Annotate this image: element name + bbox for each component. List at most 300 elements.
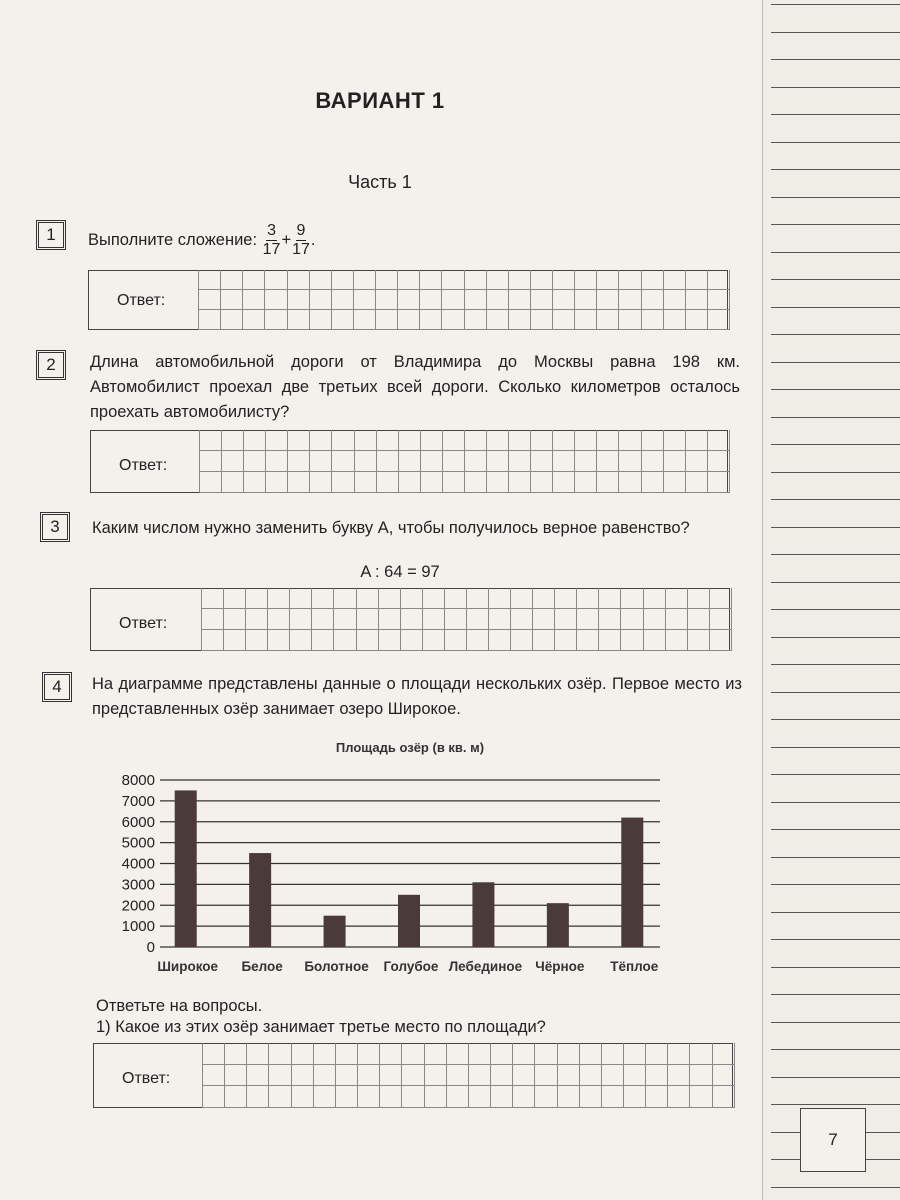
- answer-cell[interactable]: [624, 1065, 646, 1087]
- answer-cell[interactable]: [292, 1086, 314, 1108]
- answer-cell[interactable]: [247, 1043, 269, 1065]
- answer-cell[interactable]: [666, 588, 688, 609]
- answer-cell[interactable]: [713, 1086, 735, 1108]
- answer-cell[interactable]: [686, 430, 708, 451]
- answer-cell[interactable]: [509, 472, 531, 493]
- answer-cell[interactable]: [355, 451, 377, 472]
- answer-cell[interactable]: [247, 1086, 269, 1108]
- answer-cell[interactable]: [399, 451, 421, 472]
- answer-cell[interactable]: [312, 609, 334, 630]
- answer-cell[interactable]: [708, 451, 730, 472]
- answer-cell[interactable]: [355, 472, 377, 493]
- answer-box-4[interactable]: [93, 1043, 733, 1108]
- answer-cell[interactable]: [708, 290, 730, 310]
- answer-cell[interactable]: [376, 290, 398, 310]
- answer-cell[interactable]: [377, 430, 399, 451]
- answer-cell[interactable]: [244, 472, 266, 493]
- answer-cell[interactable]: [535, 1065, 557, 1087]
- answer-cell[interactable]: [314, 1043, 336, 1065]
- answer-cell[interactable]: [246, 630, 268, 651]
- answer-cell[interactable]: [644, 609, 666, 630]
- answer-cell[interactable]: [243, 310, 265, 330]
- answer-cell[interactable]: [420, 290, 442, 310]
- answer-cell[interactable]: [597, 310, 619, 330]
- answer-cell[interactable]: [425, 1086, 447, 1108]
- answer-cell[interactable]: [199, 270, 221, 290]
- answer-cell[interactable]: [379, 630, 401, 651]
- answer-cell[interactable]: [664, 430, 686, 451]
- answer-cell[interactable]: [491, 1043, 513, 1065]
- answer-cell[interactable]: [597, 290, 619, 310]
- answer-cell[interactable]: [290, 588, 312, 609]
- answer-cell[interactable]: [509, 451, 531, 472]
- answer-cell[interactable]: [269, 1065, 291, 1087]
- answer-cell[interactable]: [487, 290, 509, 310]
- answer-cell[interactable]: [203, 1065, 225, 1087]
- answer-cell[interactable]: [288, 270, 310, 290]
- answer-cell[interactable]: [358, 1086, 380, 1108]
- answer-cell[interactable]: [624, 1086, 646, 1108]
- answer-cell[interactable]: [664, 310, 686, 330]
- answer-cell[interactable]: [199, 290, 221, 310]
- answer-cell[interactable]: [288, 451, 310, 472]
- answer-cell[interactable]: [377, 451, 399, 472]
- answer-cell[interactable]: [531, 310, 553, 330]
- answer-cell[interactable]: [222, 451, 244, 472]
- answer-cell[interactable]: [619, 270, 641, 290]
- answer-cell[interactable]: [644, 630, 666, 651]
- answer-cell[interactable]: [310, 472, 332, 493]
- answer-cell[interactable]: [357, 588, 379, 609]
- answer-cell[interactable]: [531, 270, 553, 290]
- answer-cell[interactable]: [513, 1086, 535, 1108]
- answer-cell[interactable]: [531, 451, 553, 472]
- answer-cell[interactable]: [599, 630, 621, 651]
- lined-margin-strip: [762, 0, 900, 1200]
- answer-cell[interactable]: [290, 609, 312, 630]
- answer-cell[interactable]: [688, 630, 710, 651]
- answer-cell[interactable]: [642, 472, 664, 493]
- answer-cell[interactable]: [247, 1065, 269, 1087]
- answer-cell[interactable]: [447, 1065, 469, 1087]
- answer-cell[interactable]: [332, 451, 354, 472]
- answer-cell[interactable]: [266, 451, 288, 472]
- answer-cell[interactable]: [597, 270, 619, 290]
- answer-cell[interactable]: [690, 1086, 712, 1108]
- answer-cell[interactable]: [334, 588, 356, 609]
- answer-cell[interactable]: [336, 1086, 358, 1108]
- answer-cell[interactable]: [509, 290, 531, 310]
- answer-cell[interactable]: [420, 310, 442, 330]
- answer-cell[interactable]: [312, 588, 334, 609]
- answer-cell[interactable]: [380, 1086, 402, 1108]
- answer-cell[interactable]: [690, 1043, 712, 1065]
- answer-cell[interactable]: [266, 472, 288, 493]
- answer-cell[interactable]: [443, 430, 465, 451]
- answer-cell[interactable]: [425, 1043, 447, 1065]
- answer-cell[interactable]: [555, 609, 577, 630]
- answer-cell[interactable]: [713, 1065, 735, 1087]
- answer-cell[interactable]: [224, 630, 246, 651]
- answer-cell[interactable]: [425, 1065, 447, 1087]
- answer-cell[interactable]: [708, 472, 730, 493]
- answer-cell[interactable]: [487, 472, 509, 493]
- answer-cell[interactable]: [686, 270, 708, 290]
- answer-cell[interactable]: [445, 609, 467, 630]
- answer-cell[interactable]: [398, 290, 420, 310]
- answer-cell[interactable]: [513, 1043, 535, 1065]
- answer-cell[interactable]: [646, 1043, 668, 1065]
- answer-cell[interactable]: [558, 1043, 580, 1065]
- answer-cell[interactable]: [334, 630, 356, 651]
- answer-cell[interactable]: [619, 430, 641, 451]
- answer-cell[interactable]: [555, 630, 577, 651]
- answer-cell[interactable]: [599, 609, 621, 630]
- answer-cell[interactable]: [597, 451, 619, 472]
- answer-cell[interactable]: [602, 1065, 624, 1087]
- answer-cell[interactable]: [225, 1065, 247, 1087]
- answer-cell[interactable]: [246, 609, 268, 630]
- answer-cell[interactable]: [580, 1086, 602, 1108]
- answer-cell[interactable]: [467, 609, 489, 630]
- answer-cell[interactable]: [664, 472, 686, 493]
- answer-cell[interactable]: [266, 430, 288, 451]
- answer-cell[interactable]: [225, 1086, 247, 1108]
- answer-cell[interactable]: [713, 1043, 735, 1065]
- answer-cell[interactable]: [690, 1065, 712, 1087]
- answer-cell[interactable]: [447, 1043, 469, 1065]
- answer-cell[interactable]: [686, 451, 708, 472]
- answer-cell[interactable]: [358, 1043, 380, 1065]
- answer-cell[interactable]: [265, 290, 287, 310]
- answer-cell[interactable]: [445, 588, 467, 609]
- answer-cell[interactable]: [708, 270, 730, 290]
- answer-cell[interactable]: [332, 430, 354, 451]
- answer-cell[interactable]: [401, 630, 423, 651]
- answer-cell[interactable]: [619, 290, 641, 310]
- answer-cell[interactable]: [221, 270, 243, 290]
- answer-cell[interactable]: [442, 270, 464, 290]
- answer-cell[interactable]: [243, 270, 265, 290]
- answer-cell[interactable]: [224, 588, 246, 609]
- answer-cell[interactable]: [621, 588, 643, 609]
- answer-cell[interactable]: [202, 588, 224, 609]
- answer-cell[interactable]: [420, 270, 442, 290]
- answer-cell[interactable]: [332, 472, 354, 493]
- answer-cell[interactable]: [200, 430, 222, 451]
- answer-cell[interactable]: [310, 430, 332, 451]
- answer-cell[interactable]: [666, 630, 688, 651]
- answer-cell[interactable]: [310, 451, 332, 472]
- answer-cell[interactable]: [509, 430, 531, 451]
- answer-cell[interactable]: [487, 270, 509, 290]
- answer-cell[interactable]: [332, 290, 354, 310]
- answer-cell[interactable]: [269, 1043, 291, 1065]
- answer-cell[interactable]: [288, 472, 310, 493]
- answer-cell[interactable]: [509, 270, 531, 290]
- answer-cell[interactable]: [708, 430, 730, 451]
- answer-cell[interactable]: [533, 609, 555, 630]
- answer-cell[interactable]: [624, 1043, 646, 1065]
- answer-cell[interactable]: [312, 630, 334, 651]
- answer-cell[interactable]: [199, 310, 221, 330]
- answer-cell[interactable]: [336, 1065, 358, 1087]
- answer-cell[interactable]: [619, 451, 641, 472]
- answer-cell[interactable]: [334, 609, 356, 630]
- answer-cell[interactable]: [310, 310, 332, 330]
- answer-cell[interactable]: [423, 588, 445, 609]
- answer-cell[interactable]: [465, 451, 487, 472]
- answer-cell[interactable]: [646, 1065, 668, 1087]
- answer-cell[interactable]: [243, 290, 265, 310]
- answer-grid[interactable]: [201, 588, 732, 651]
- answer-cell[interactable]: [244, 451, 266, 472]
- answer-cell[interactable]: [200, 451, 222, 472]
- answer-cell[interactable]: [708, 310, 730, 330]
- answer-cell[interactable]: [376, 310, 398, 330]
- answer-cell[interactable]: [221, 310, 243, 330]
- answer-cell[interactable]: [421, 451, 443, 472]
- answer-cell[interactable]: [531, 472, 553, 493]
- answer-cell[interactable]: [710, 609, 732, 630]
- answer-cell[interactable]: [553, 270, 575, 290]
- answer-cell[interactable]: [290, 630, 312, 651]
- answer-cell[interactable]: [575, 310, 597, 330]
- answer-cell[interactable]: [292, 1065, 314, 1087]
- answer-cell[interactable]: [447, 1086, 469, 1108]
- answer-cell[interactable]: [580, 1065, 602, 1087]
- answer-cell[interactable]: [314, 1086, 336, 1108]
- answer-cell[interactable]: [644, 588, 666, 609]
- answer-cell[interactable]: [531, 290, 553, 310]
- answer-box-1[interactable]: [88, 270, 728, 330]
- answer-cell[interactable]: [268, 609, 290, 630]
- answer-cell[interactable]: [642, 270, 664, 290]
- answer-cell[interactable]: [597, 430, 619, 451]
- answer-cell[interactable]: [710, 630, 732, 651]
- answer-cell[interactable]: [535, 1043, 557, 1065]
- answer-cell[interactable]: [710, 588, 732, 609]
- margin-line: [771, 609, 900, 610]
- answer-cell[interactable]: [398, 270, 420, 290]
- answer-cell[interactable]: [467, 588, 489, 609]
- answer-cell[interactable]: [465, 472, 487, 493]
- answer-cell[interactable]: [310, 290, 332, 310]
- answer-grid[interactable]: [198, 270, 730, 330]
- answer-cell[interactable]: [491, 1086, 513, 1108]
- answer-cell[interactable]: [531, 430, 553, 451]
- answer-cell[interactable]: [619, 310, 641, 330]
- answer-cell[interactable]: [292, 1043, 314, 1065]
- answer-cell[interactable]: [513, 1065, 535, 1087]
- answer-cell[interactable]: [577, 588, 599, 609]
- answer-cell[interactable]: [558, 1086, 580, 1108]
- answer-cell[interactable]: [489, 609, 511, 630]
- answer-cell[interactable]: [442, 290, 464, 310]
- answer-cell[interactable]: [357, 630, 379, 651]
- answer-cell[interactable]: [442, 310, 464, 330]
- answer-cell[interactable]: [487, 430, 509, 451]
- answer-cell[interactable]: [577, 609, 599, 630]
- answer-cell[interactable]: [621, 609, 643, 630]
- margin-line: [771, 389, 900, 390]
- answer-cell[interactable]: [310, 270, 332, 290]
- answer-cell[interactable]: [487, 310, 509, 330]
- answer-cell[interactable]: [577, 630, 599, 651]
- answer-cell[interactable]: [509, 310, 531, 330]
- answer-cell[interactable]: [423, 609, 445, 630]
- answer-cell[interactable]: [553, 430, 575, 451]
- answer-cell[interactable]: [469, 1065, 491, 1087]
- answer-cell[interactable]: [686, 290, 708, 310]
- answer-cell[interactable]: [553, 451, 575, 472]
- answer-cell[interactable]: [202, 630, 224, 651]
- answer-cell[interactable]: [511, 588, 533, 609]
- answer-cell[interactable]: [336, 1043, 358, 1065]
- answer-grid[interactable]: [202, 1043, 735, 1108]
- answer-cell[interactable]: [668, 1086, 690, 1108]
- answer-cell[interactable]: [379, 588, 401, 609]
- answer-cell[interactable]: [602, 1043, 624, 1065]
- answer-cell[interactable]: [265, 310, 287, 330]
- answer-box-2[interactable]: [90, 430, 728, 493]
- answer-cell[interactable]: [202, 609, 224, 630]
- answer-cell[interactable]: [203, 1086, 225, 1108]
- answer-cell[interactable]: [288, 310, 310, 330]
- answer-cell[interactable]: [686, 472, 708, 493]
- answer-cell[interactable]: [668, 1043, 690, 1065]
- answer-cell[interactable]: [666, 609, 688, 630]
- answer-cell[interactable]: [421, 430, 443, 451]
- answer-cell[interactable]: [376, 270, 398, 290]
- answer-cell[interactable]: [288, 290, 310, 310]
- answer-cell[interactable]: [575, 430, 597, 451]
- answer-cell[interactable]: [354, 290, 376, 310]
- answer-cell[interactable]: [668, 1065, 690, 1087]
- answer-cell[interactable]: [203, 1043, 225, 1065]
- answer-cell[interactable]: [487, 451, 509, 472]
- answer-cell[interactable]: [642, 290, 664, 310]
- answer-cell[interactable]: [533, 630, 555, 651]
- answer-cell[interactable]: [646, 1086, 668, 1108]
- answer-cell[interactable]: [553, 290, 575, 310]
- answer-cell[interactable]: [200, 472, 222, 493]
- answer-cell[interactable]: [580, 1043, 602, 1065]
- answer-cell[interactable]: [642, 451, 664, 472]
- answer-cell[interactable]: [597, 472, 619, 493]
- answer-cell[interactable]: [222, 430, 244, 451]
- answer-cell[interactable]: [225, 1043, 247, 1065]
- answer-cell[interactable]: [511, 630, 533, 651]
- answer-cell[interactable]: [268, 588, 290, 609]
- answer-cell[interactable]: [664, 270, 686, 290]
- answer-cell[interactable]: [688, 588, 710, 609]
- answer-grid[interactable]: [199, 430, 730, 493]
- answer-cell[interactable]: [380, 1065, 402, 1087]
- answer-cell[interactable]: [469, 1086, 491, 1108]
- answer-cell[interactable]: [467, 630, 489, 651]
- answer-cell[interactable]: [332, 310, 354, 330]
- answer-cell[interactable]: [221, 290, 243, 310]
- answer-cell[interactable]: [599, 588, 621, 609]
- answer-cell[interactable]: [575, 290, 597, 310]
- answer-cell[interactable]: [553, 310, 575, 330]
- answer-cell[interactable]: [489, 588, 511, 609]
- answer-cell[interactable]: [553, 472, 575, 493]
- answer-cell[interactable]: [533, 588, 555, 609]
- answer-cell[interactable]: [642, 430, 664, 451]
- answer-cell[interactable]: [355, 430, 377, 451]
- answer-cell[interactable]: [423, 630, 445, 651]
- answer-cell[interactable]: [621, 630, 643, 651]
- answer-cell[interactable]: [445, 630, 467, 651]
- answer-cell[interactable]: [575, 472, 597, 493]
- answer-cell[interactable]: [399, 472, 421, 493]
- answer-cell[interactable]: [465, 430, 487, 451]
- answer-cell[interactable]: [354, 310, 376, 330]
- answer-cell[interactable]: [269, 1086, 291, 1108]
- answer-cell[interactable]: [222, 472, 244, 493]
- answer-cell[interactable]: [555, 588, 577, 609]
- answer-cell[interactable]: [469, 1043, 491, 1065]
- answer-cell[interactable]: [379, 609, 401, 630]
- answer-cell[interactable]: [224, 609, 246, 630]
- answer-cell[interactable]: [491, 1065, 513, 1087]
- answer-cell[interactable]: [265, 270, 287, 290]
- answer-cell[interactable]: [642, 310, 664, 330]
- answer-box-3[interactable]: [90, 588, 730, 651]
- answer-cell[interactable]: [575, 451, 597, 472]
- answer-cell[interactable]: [558, 1065, 580, 1087]
- answer-cell[interactable]: [358, 1065, 380, 1087]
- answer-cell[interactable]: [602, 1086, 624, 1108]
- answer-cell[interactable]: [443, 472, 465, 493]
- answer-cell[interactable]: [402, 1043, 424, 1065]
- answer-cell[interactable]: [421, 472, 443, 493]
- answer-cell[interactable]: [619, 472, 641, 493]
- y-tick-label: 7000: [121, 792, 155, 810]
- answer-cell[interactable]: [465, 310, 487, 330]
- answer-cell[interactable]: [377, 472, 399, 493]
- answer-cell[interactable]: [443, 451, 465, 472]
- answer-cell[interactable]: [575, 270, 597, 290]
- answer-cell[interactable]: [332, 270, 354, 290]
- answer-cell[interactable]: [402, 1086, 424, 1108]
- answer-cell[interactable]: [380, 1043, 402, 1065]
- answer-cell[interactable]: [686, 310, 708, 330]
- answer-cell[interactable]: [664, 290, 686, 310]
- answer-cell[interactable]: [246, 588, 268, 609]
- answer-cell[interactable]: [535, 1086, 557, 1108]
- answer-cell[interactable]: [354, 270, 376, 290]
- answer-cell[interactable]: [688, 609, 710, 630]
- answer-cell[interactable]: [399, 430, 421, 451]
- answer-cell[interactable]: [511, 609, 533, 630]
- answer-cell[interactable]: [489, 630, 511, 651]
- answer-cell[interactable]: [314, 1065, 336, 1087]
- answer-cell[interactable]: [244, 430, 266, 451]
- answer-cell[interactable]: [357, 609, 379, 630]
- answer-cell[interactable]: [268, 630, 290, 651]
- answer-cell[interactable]: [401, 609, 423, 630]
- answer-cell[interactable]: [401, 588, 423, 609]
- answer-cell[interactable]: [288, 430, 310, 451]
- answer-cell[interactable]: [465, 270, 487, 290]
- answer-cell[interactable]: [664, 451, 686, 472]
- answer-cell[interactable]: [402, 1065, 424, 1087]
- answer-cell[interactable]: [398, 310, 420, 330]
- answer-cell[interactable]: [465, 290, 487, 310]
